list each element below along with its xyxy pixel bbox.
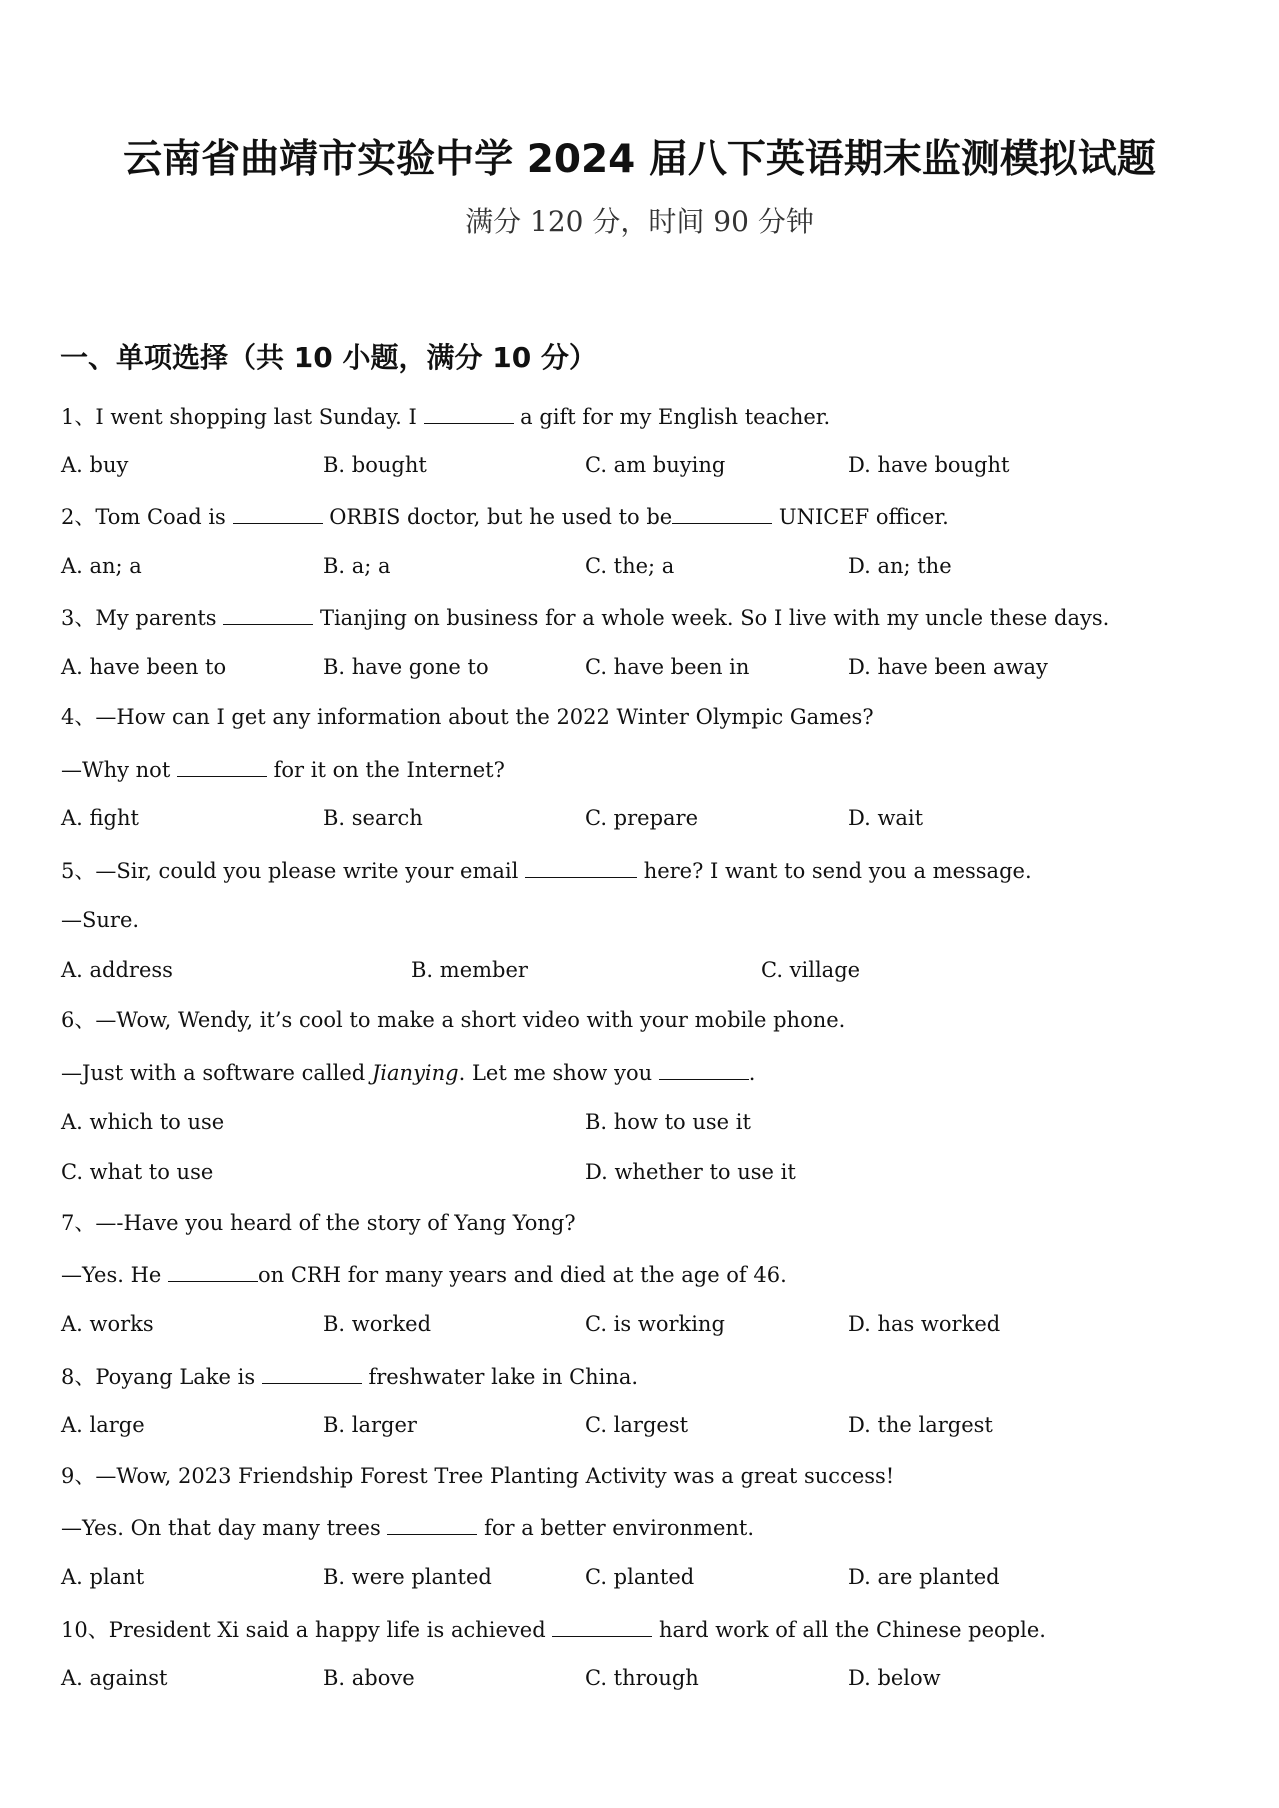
option-b[interactable]: B. have gone to <box>323 655 489 679</box>
stem-text: —Sir, could you please write your email <box>95 859 526 883</box>
option-b[interactable]: B. a; a <box>323 554 391 578</box>
stem-text: —Just with a software called <box>61 1061 372 1085</box>
question-7-options <box>61 1314 1221 1340</box>
option-a[interactable]: A. buy <box>61 453 129 477</box>
answer-blank[interactable] <box>387 1516 477 1535</box>
question-9-stem <box>61 1466 894 1487</box>
option-d[interactable]: D. below <box>848 1666 941 1690</box>
stem-text: for it on the Internet? <box>266 758 505 782</box>
option-a[interactable]: A. an; a <box>61 554 142 578</box>
stem-text: I went shopping last Sunday. I <box>95 405 424 429</box>
option-d[interactable]: D. are planted <box>848 1565 1000 1589</box>
option-d[interactable]: D. have bought <box>848 453 1010 477</box>
question-number: 10、 <box>61 1618 109 1642</box>
option-b[interactable]: B. larger <box>323 1413 417 1437</box>
option-b[interactable]: B. how to use it <box>585 1110 751 1134</box>
option-c[interactable]: C. is working <box>585 1312 725 1336</box>
stem-text: —-Have you heard of the story of Yang Yong? <box>95 1211 576 1235</box>
stem-text: . <box>748 1061 756 1085</box>
stem-text: . Let me show you <box>458 1061 659 1085</box>
answer-blank[interactable] <box>177 758 267 777</box>
stem-text: President Xi said a happy life is achieved <box>108 1618 553 1642</box>
option-a[interactable]: A. plant <box>61 1565 145 1589</box>
stem-text: My parents <box>95 606 224 630</box>
question-3-stem <box>61 606 1109 629</box>
question-number: 1、 <box>61 405 96 429</box>
answer-blank[interactable] <box>672 505 772 524</box>
question-2-stem <box>61 505 949 528</box>
option-a[interactable]: A. against <box>61 1666 168 1690</box>
option-b[interactable]: B. were planted <box>323 1565 492 1589</box>
stem-text: on CRH for many years and died at the age of 46. <box>258 1263 787 1287</box>
question-8-options <box>61 1415 1221 1441</box>
option-d[interactable]: D. has worked <box>848 1312 1001 1336</box>
stem-text: ORBIS doctor, but he used to be <box>322 505 673 529</box>
answer-blank[interactable] <box>552 1618 652 1637</box>
option-d[interactable]: D. wait <box>848 806 924 830</box>
question-8-stem <box>61 1365 638 1388</box>
page-subtitle: 满分 120 分，时间 90 分钟 <box>465 205 814 238</box>
question-7-reply <box>61 1263 787 1286</box>
answer-blank[interactable] <box>525 859 637 878</box>
question-4-reply <box>61 758 505 781</box>
question-2-options <box>61 556 1221 582</box>
stem-text: freshwater lake in China. <box>361 1365 639 1389</box>
option-c[interactable]: C. am buying <box>585 453 726 477</box>
option-c[interactable]: C. largest <box>585 1413 689 1437</box>
question-number: 7、 <box>61 1211 96 1235</box>
option-b[interactable]: B. search <box>323 806 423 830</box>
stem-text: Poyang Lake is <box>95 1365 262 1389</box>
question-1-options <box>61 455 1221 481</box>
software-name: Jianying <box>371 1061 459 1085</box>
stem-text: Tianjing on business for a whole week. So I live with my uncle these days. <box>313 606 1110 630</box>
option-b[interactable]: B. above <box>323 1666 415 1690</box>
section-heading: 一、单项选择（共 10 小题，满分 10 分） <box>60 341 597 374</box>
stem-text: —How can I get any information about the 2022 Winter Olympic Games? <box>95 705 874 729</box>
question-5-options <box>61 960 1221 986</box>
option-c[interactable]: C. through <box>585 1666 699 1690</box>
option-c[interactable]: C. village <box>761 958 861 982</box>
page-title: 云南省曲靖市实验中学 2024 届八下英语期末监测模拟试题 <box>123 137 1156 182</box>
stem-text: —Wow, Wendy, it’s cool to make a short video with your mobile phone. <box>95 1008 846 1032</box>
question-4-stem <box>61 707 874 728</box>
stem-text: —Sure. <box>61 908 140 932</box>
answer-blank[interactable] <box>168 1263 258 1282</box>
option-a[interactable]: A. have been to <box>61 655 227 679</box>
option-b[interactable]: B. worked <box>323 1312 432 1336</box>
question-9-options <box>61 1567 1221 1593</box>
option-c[interactable]: C. have been in <box>585 655 750 679</box>
answer-blank[interactable] <box>262 1365 362 1384</box>
question-number: 3、 <box>61 606 96 630</box>
option-c[interactable]: C. what to use <box>61 1160 214 1184</box>
question-6-options-row1 <box>61 1112 1221 1138</box>
question-6-stem <box>61 1010 845 1031</box>
option-a[interactable]: A. large <box>61 1413 145 1437</box>
option-d[interactable]: D. the largest <box>848 1413 993 1437</box>
option-a[interactable]: A. fight <box>61 806 139 830</box>
option-c[interactable]: C. prepare <box>585 806 699 830</box>
answer-blank[interactable] <box>424 405 514 424</box>
option-d[interactable]: D. an; the <box>848 554 952 578</box>
stem-text: —Yes. On that day many trees <box>61 1516 388 1540</box>
question-6-options-row2 <box>61 1162 1221 1188</box>
question-1-stem <box>61 405 830 428</box>
option-c[interactable]: C. planted <box>585 1565 695 1589</box>
question-5-stem <box>61 859 1032 882</box>
stem-text: —Yes. He <box>61 1263 169 1287</box>
question-number: 5、 <box>61 859 96 883</box>
question-10-options <box>61 1668 1221 1694</box>
option-a[interactable]: A. works <box>61 1312 154 1336</box>
question-5-reply <box>61 910 139 931</box>
answer-blank[interactable] <box>233 505 323 524</box>
question-number: 4、 <box>61 705 96 729</box>
option-a[interactable]: A. address <box>61 958 173 982</box>
question-number: 6、 <box>61 1008 96 1032</box>
option-d[interactable]: D. have been away <box>848 655 1048 679</box>
stem-text: hard work of all the Chinese people. <box>652 1618 1046 1642</box>
answer-blank[interactable] <box>223 606 313 625</box>
stem-text: a gift for my English teacher. <box>513 405 831 429</box>
answer-blank[interactable] <box>659 1061 749 1080</box>
question-6-reply <box>61 1061 755 1084</box>
question-10-stem <box>61 1618 1046 1641</box>
question-number: 2、 <box>61 505 96 529</box>
option-d[interactable]: D. whether to use it <box>585 1160 796 1184</box>
question-number: 9、 <box>61 1464 96 1488</box>
question-9-reply <box>61 1516 754 1539</box>
stem-text: —Why not <box>61 758 177 782</box>
option-a[interactable]: A. which to use <box>61 1110 225 1134</box>
stem-text: UNICEF officer. <box>772 505 949 529</box>
option-b[interactable]: B. member <box>411 958 528 982</box>
stem-text: for a better environment. <box>477 1516 755 1540</box>
question-number: 8、 <box>61 1365 96 1389</box>
stem-text: Tom Coad is <box>95 505 233 529</box>
question-4-options <box>61 808 1221 834</box>
question-7-stem <box>61 1213 576 1234</box>
question-3-options <box>61 657 1221 683</box>
stem-text: here? I want to send you a message. <box>637 859 1032 883</box>
option-b[interactable]: B. bought <box>323 453 427 477</box>
stem-text: —Wow, 2023 Friendship Forest Tree Planting Activity was a great success! <box>95 1464 895 1488</box>
option-c[interactable]: C. the; a <box>585 554 675 578</box>
